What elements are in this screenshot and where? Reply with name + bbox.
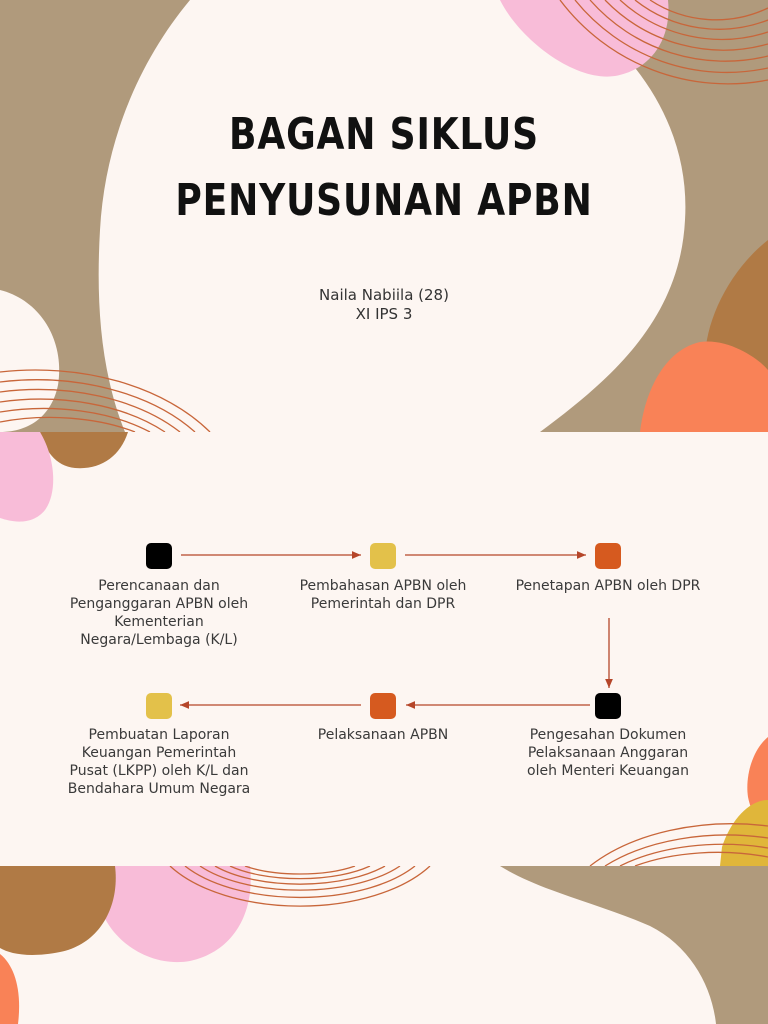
cover-slide [0, 0, 768, 432]
flow-slide [0, 432, 768, 866]
author-block [0, 286, 768, 324]
step-5-label: Pelaksanaan APBN [317, 727, 449, 743]
third-slide-partial [0, 866, 768, 1024]
step-1-marker [146, 543, 172, 569]
author-name: Naila Nabiila (28) [319, 286, 449, 304]
step-5-marker [370, 693, 396, 719]
presentation-title [69, 102, 699, 234]
step-4-marker [595, 693, 621, 719]
step-2-marker [370, 543, 396, 569]
step-3-label: Penetapan APBN oleh DPR [515, 578, 701, 594]
step-1-label: Perencanaan dan Penganggaran APBN oleh Kementerian Negara/Lembaga (K/L) [69, 578, 249, 648]
step-3-marker [595, 543, 621, 569]
step-6-marker [146, 693, 172, 719]
step-2-label: Pembahasan APBN oleh Pemerintah dan DPR [299, 578, 467, 612]
step-4-label: Pengesahan Dokumen Pelaksanaan Anggaran oleh Menteri Keuangan [527, 727, 689, 779]
third-slide-background-shapes [0, 866, 768, 1024]
title-line-2: PENYUSUNAN APBN [175, 175, 593, 226]
step-6-label: Pembuatan Laporan Keuangan Pemerintah Pusat (LKPP) oleh K/L dan Bendahara Umum Negara [67, 727, 251, 797]
author-class: XI IPS 3 [355, 305, 413, 323]
title-line-1: BAGAN SIKLUS [229, 109, 539, 160]
flow-arrows [0, 432, 768, 866]
